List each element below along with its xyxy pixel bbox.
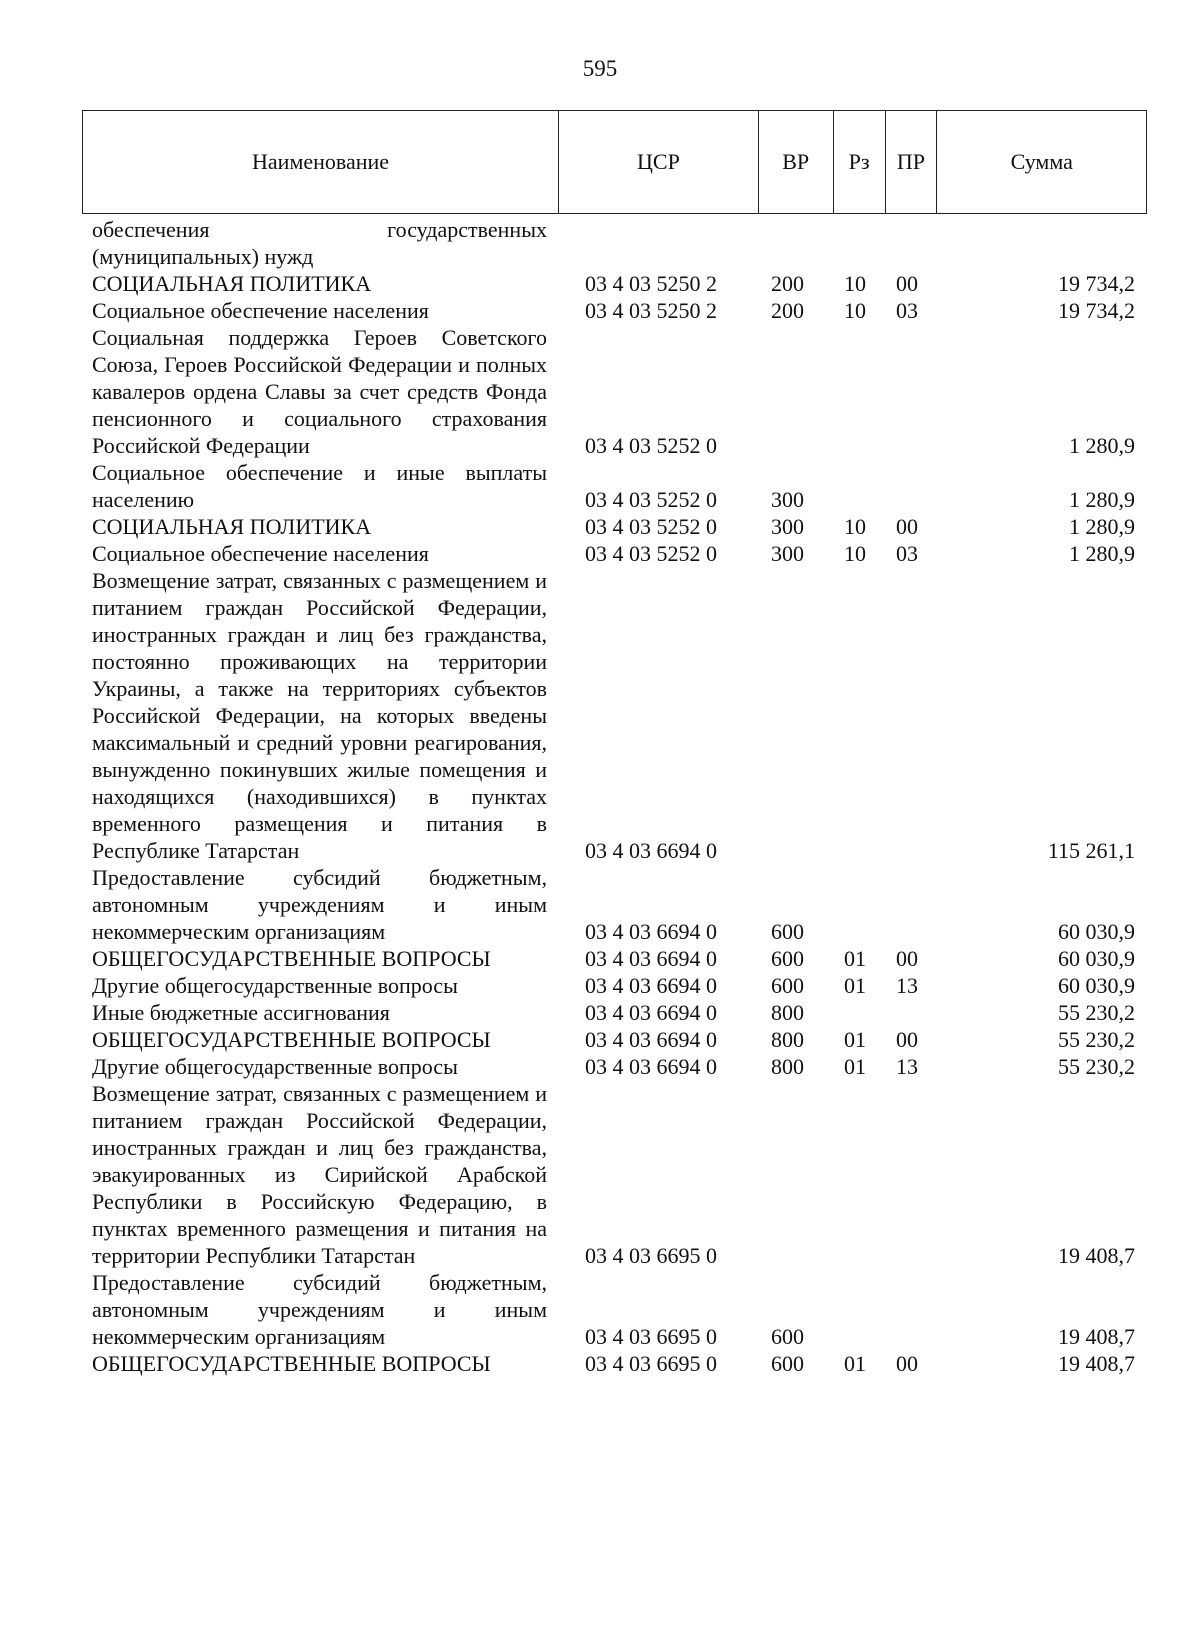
header-csr: ЦСР bbox=[559, 111, 759, 213]
row-vr: 800 bbox=[771, 1054, 804, 1079]
row-name: Социальное обеспечение и иные выплаты населению bbox=[92, 460, 547, 512]
header-vr: ВР bbox=[759, 111, 834, 213]
table-row bbox=[82, 459, 1147, 513]
row-csr: 03 4 03 6694 0 bbox=[585, 1000, 717, 1025]
row-sum: 55 230,2 bbox=[1058, 1000, 1135, 1025]
row-csr: 03 4 03 6695 0 bbox=[585, 1243, 717, 1268]
row-csr: 03 4 03 6694 0 bbox=[585, 1054, 717, 1079]
row-sum: 19 734,2 bbox=[1058, 298, 1135, 323]
table-row bbox=[82, 1080, 1147, 1269]
row-name: Социальное обеспечение населения bbox=[92, 298, 429, 323]
table-row bbox=[82, 945, 1147, 972]
row-csr: 03 4 03 6695 0 bbox=[585, 1351, 717, 1376]
row-csr: 03 4 03 6695 0 bbox=[585, 1324, 717, 1349]
table-row bbox=[82, 297, 1147, 324]
row-name: Возмещение затрат, связанных с размещением и питанием граждан Российской Федерации, иностранных граждан и лиц без гражданства, эвакуированных из Сирийской Арабской Республики в Российскую Федерацию, в пунктах временного размещения и питания на территории Республики Татарстан bbox=[92, 1081, 547, 1268]
row-rz: 01 bbox=[844, 1027, 866, 1052]
table-row bbox=[82, 972, 1147, 999]
row-pr: 03 bbox=[896, 541, 918, 566]
row-csr: 03 4 03 6694 0 bbox=[585, 973, 717, 998]
row-name: Предоставление субсидий бюджетным, автономным учреждениям и иным некоммерческим организациям bbox=[92, 865, 547, 944]
row-sum: 19 408,7 bbox=[1058, 1351, 1135, 1376]
table-body bbox=[82, 214, 1147, 1377]
header-rz: Рз bbox=[834, 111, 886, 213]
row-rz: 01 bbox=[844, 1054, 866, 1079]
table-row bbox=[82, 270, 1147, 297]
row-rz: 01 bbox=[844, 973, 866, 998]
row-vr: 300 bbox=[771, 487, 804, 512]
table-row bbox=[82, 567, 1147, 864]
row-sum: 19 408,7 bbox=[1058, 1243, 1135, 1268]
header-sum: Сумма bbox=[1010, 149, 1073, 174]
row-csr: 03 4 03 6694 0 bbox=[585, 838, 717, 863]
row-name: Предоставление субсидий бюджетным, автономным учреждениям и иным некоммерческим организациям bbox=[92, 1270, 547, 1349]
row-csr: 03 4 03 5252 0 bbox=[585, 541, 717, 566]
row-vr: 800 bbox=[771, 1027, 804, 1052]
row-vr: 600 bbox=[771, 1324, 804, 1349]
table-row bbox=[82, 1026, 1147, 1053]
row-pr: 00 bbox=[896, 1351, 918, 1376]
row-name: ОБЩЕГОСУДАРСТВЕННЫЕ ВОПРОСЫ bbox=[92, 1351, 491, 1376]
row-sum: 19 734,2 bbox=[1058, 271, 1135, 296]
row-vr: 800 bbox=[771, 1000, 804, 1025]
row-vr: 600 bbox=[771, 919, 804, 944]
row-vr: 300 bbox=[771, 514, 804, 539]
row-pr: 00 bbox=[896, 514, 918, 539]
row-pr: 00 bbox=[896, 1027, 918, 1052]
budget-table bbox=[82, 110, 1147, 1377]
row-pr: 13 bbox=[896, 1054, 918, 1079]
header-name: Наименование bbox=[83, 111, 559, 213]
row-name: Другие общегосударственные вопросы bbox=[92, 973, 458, 998]
row-pr: 13 bbox=[896, 973, 918, 998]
row-rz: 10 bbox=[844, 271, 866, 296]
row-sum: 60 030,9 bbox=[1058, 946, 1135, 971]
row-sum: 60 030,9 bbox=[1058, 973, 1135, 998]
row-vr: 600 bbox=[771, 946, 804, 971]
row-rz: 01 bbox=[844, 1351, 866, 1376]
row-sum: 115 261,1 bbox=[1047, 838, 1135, 863]
row-name: Иные бюджетные ассигнования bbox=[92, 1000, 390, 1025]
row-name: ОБЩЕГОСУДАРСТВЕННЫЕ ВОПРОСЫ bbox=[92, 1027, 491, 1052]
row-pr: 00 bbox=[896, 271, 918, 296]
table-row bbox=[82, 1269, 1147, 1350]
row-sum: 60 030,9 bbox=[1058, 919, 1135, 944]
row-rz: 01 bbox=[844, 946, 866, 971]
table-row bbox=[82, 513, 1147, 540]
row-rz: 10 bbox=[844, 298, 866, 323]
row-name: ОБЩЕГОСУДАРСТВЕННЫЕ ВОПРОСЫ bbox=[92, 946, 491, 971]
row-csr: 03 4 03 5250 2 bbox=[585, 298, 717, 323]
row-csr: 03 4 03 5250 2 bbox=[585, 271, 717, 296]
row-sum: 1 280,9 bbox=[1069, 541, 1135, 566]
row-name: СОЦИАЛЬНАЯ ПОЛИТИКА bbox=[92, 271, 372, 296]
row-vr: 200 bbox=[771, 271, 804, 296]
table-row bbox=[82, 1350, 1147, 1377]
row-vr: 200 bbox=[771, 298, 804, 323]
row-sum: 1 280,9 bbox=[1069, 433, 1135, 458]
row-csr: 03 4 03 6694 0 bbox=[585, 946, 717, 971]
row-sum: 1 280,9 bbox=[1069, 487, 1135, 512]
table-row bbox=[82, 1053, 1147, 1080]
row-pr: 00 bbox=[896, 946, 918, 971]
table-row bbox=[82, 999, 1147, 1026]
page-number: 595 bbox=[582, 56, 618, 81]
row-vr: 600 bbox=[771, 1351, 804, 1376]
row-sum: 55 230,2 bbox=[1058, 1027, 1135, 1052]
table-row bbox=[82, 324, 1147, 459]
table-header bbox=[82, 110, 1147, 214]
row-pr: 03 bbox=[896, 298, 918, 323]
row-sum: 19 408,7 bbox=[1058, 1324, 1135, 1349]
row-vr: 600 bbox=[771, 973, 804, 998]
row-csr: 03 4 03 5252 0 bbox=[585, 433, 717, 458]
table-row bbox=[82, 864, 1147, 945]
row-name: обеспечения государственных (муниципальных) нужд bbox=[92, 217, 547, 269]
row-rz: 10 bbox=[844, 541, 866, 566]
row-vr: 300 bbox=[771, 541, 804, 566]
row-sum: 55 230,2 bbox=[1058, 1054, 1135, 1079]
table-row bbox=[82, 540, 1147, 567]
row-rz: 10 bbox=[844, 514, 866, 539]
row-name: Другие общегосударственные вопросы bbox=[92, 1054, 458, 1079]
header-pr: ПР bbox=[886, 111, 938, 213]
row-name: СОЦИАЛЬНАЯ ПОЛИТИКА bbox=[92, 514, 372, 539]
row-sum: 1 280,9 bbox=[1069, 514, 1135, 539]
row-name: Социальная поддержка Героев Советского Союза, Героев Российской Федерации и полных кавалеров ордена Славы за счет средств Фонда пенсионного и социального страхования Российской Федерации bbox=[92, 325, 547, 458]
table-row bbox=[82, 216, 1147, 270]
row-csr: 03 4 03 5252 0 bbox=[585, 514, 717, 539]
row-csr: 03 4 03 6694 0 bbox=[585, 1027, 717, 1052]
row-csr: 03 4 03 5252 0 bbox=[585, 487, 717, 512]
row-name: Возмещение затрат, связанных с размещением и питанием граждан Российской Федерации, иностранных граждан и лиц без гражданства, постоянно проживающих на территории Украины, а также на территориях субъектов Российской Федерации, на которых введены максимальный и средний уровни реагирования, вынужденно покинувших жилые помещения и находящихся (находившихся) в пунктах временного размещения и питания в Республике Татарстан bbox=[92, 568, 547, 863]
row-name: Социальное обеспечение населения bbox=[92, 541, 429, 566]
row-csr: 03 4 03 6694 0 bbox=[585, 919, 717, 944]
